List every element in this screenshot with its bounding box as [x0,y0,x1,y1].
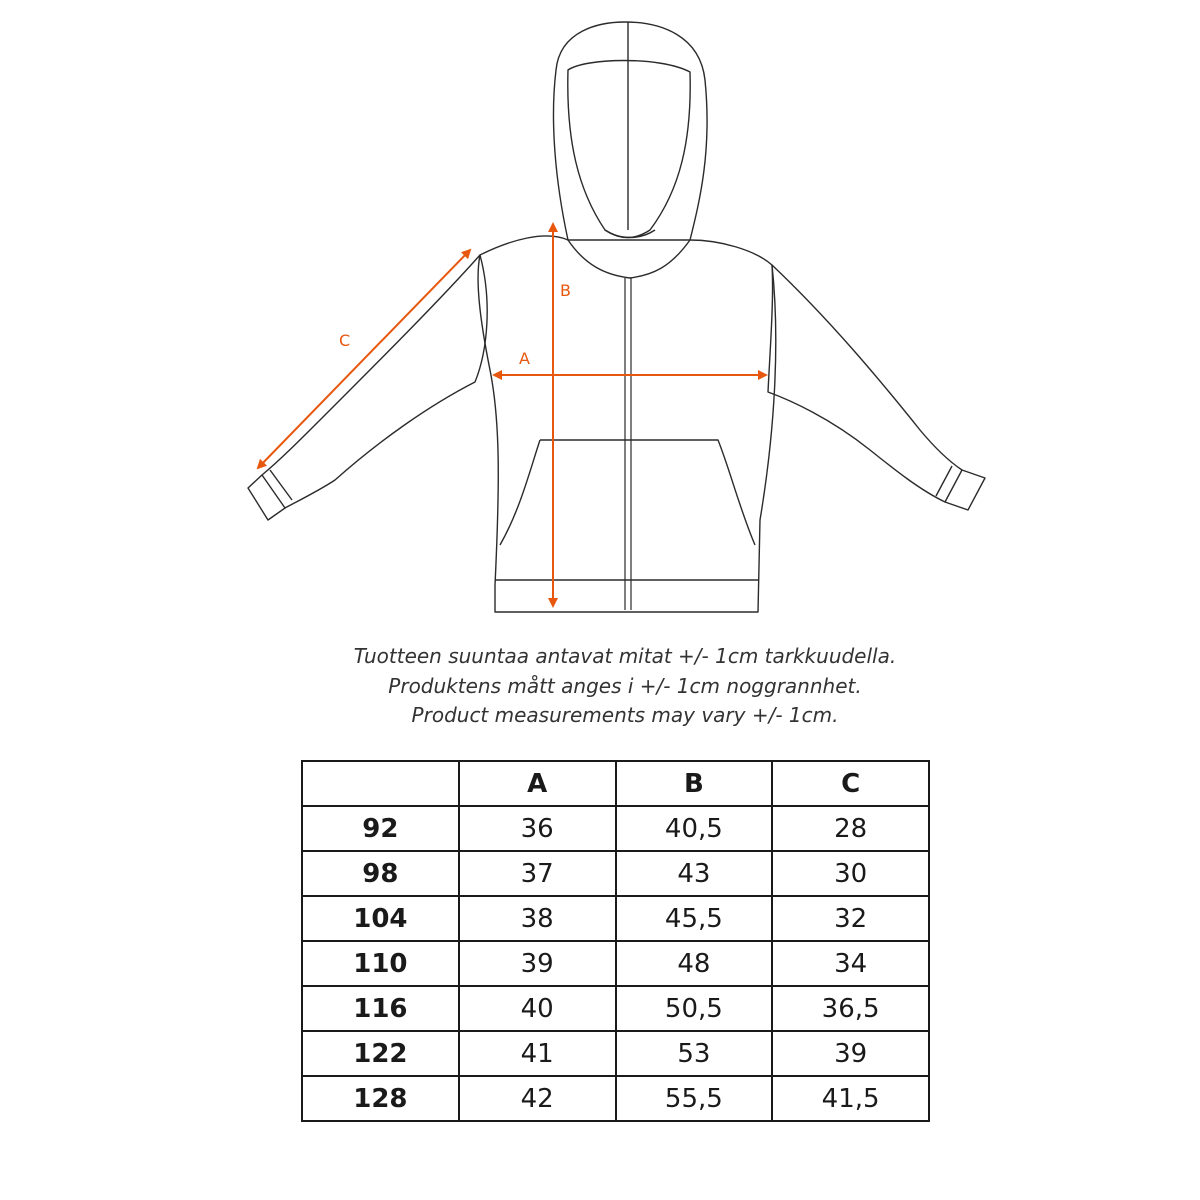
table-row [302,986,929,1031]
size-cell: 122 [302,1031,459,1076]
caption-swedish: Produktens mått anges i +/- 1cm noggrannhet. [388,674,862,698]
table-row [302,1076,929,1121]
size-cell: 128 [302,1076,459,1121]
header-size [302,761,459,806]
right-sleeve [768,265,962,502]
size-cell: 98 [302,851,459,896]
a-cell: 41 [459,1031,616,1076]
a-cell: 37 [459,851,616,896]
label-b: B [560,281,571,300]
kangaroo-pocket [500,440,755,545]
a-cell: 36 [459,806,616,851]
size-cell: 110 [302,941,459,986]
c-cell: 39 [772,1031,929,1076]
table-row [302,896,929,941]
c-cell: 32 [772,896,929,941]
label-c: C [339,331,351,350]
measurement-labels [339,281,571,368]
size-cell: 92 [302,806,459,851]
b-cell: 50,5 [616,986,773,1031]
c-cell: 34 [772,941,929,986]
b-cell: 48 [616,941,773,986]
c-cell: 41,5 [772,1076,929,1121]
measurement-arrows [258,224,766,606]
c-cell: 30 [772,851,929,896]
table-header-row [302,761,929,806]
body-outline [478,236,776,612]
size-table [301,760,930,1122]
b-cell: 55,5 [616,1076,773,1121]
c-cell: 28 [772,806,929,851]
b-cell: 53 [616,1031,773,1076]
c-cell: 36,5 [772,986,929,1031]
arrow-c [258,250,470,468]
header-c: C [772,761,929,806]
label-a: A [519,349,530,368]
left-cuff [248,470,292,520]
hood-opening [568,61,690,238]
a-cell: 42 [459,1076,616,1121]
b-cell: 40,5 [616,806,773,851]
header-b: B [616,761,773,806]
left-sleeve [262,255,487,508]
size-cell: 116 [302,986,459,1031]
caption-english: Product measurements may vary +/- 1cm. [411,703,839,727]
size-cell: 104 [302,896,459,941]
table-row [302,1031,929,1076]
zipper [625,278,631,610]
a-cell: 39 [459,941,616,986]
table-row [302,941,929,986]
table-row [302,851,929,896]
a-cell: 38 [459,896,616,941]
b-cell: 43 [616,851,773,896]
a-cell: 40 [459,986,616,1031]
caption-finnish: Tuotteen suuntaa antavat mitat +/- 1cm tarkkuudella. [353,644,897,668]
header-a: A [459,761,616,806]
table-row [302,806,929,851]
hoodie-outline [248,22,985,612]
b-cell: 45,5 [616,896,773,941]
